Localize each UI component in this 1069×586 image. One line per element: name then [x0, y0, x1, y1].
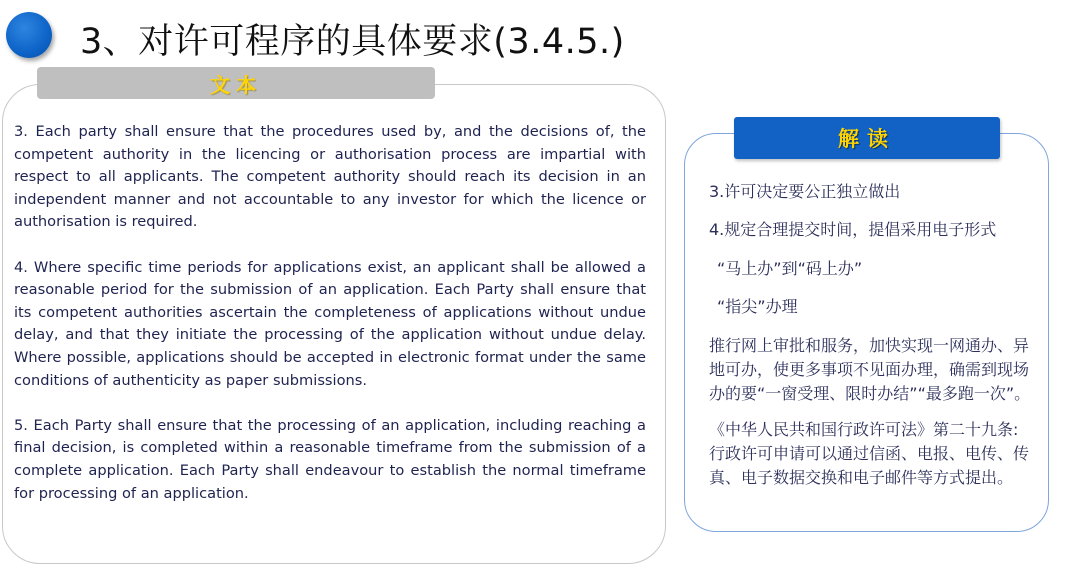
paragraph-5: 5. Each Party shall ensure that the processing of an application, including reaching a final decision, is completed within a reasonable timeframe from the submission of a complete application. Each Party shall endeavour to establish the normal timeframe for processing of an application. [14, 416, 646, 502]
interpretation-item: 4.规定合理提交时间，提倡采用电子形式 [709, 220, 997, 239]
interpretation-item: 推行网上审批和服务，加快实现一网通办、异地可办，使更多事项不见面办理，确需到现场办的要“一窗受理、限时办结”“最多跑一次”。 [709, 336, 1031, 403]
paragraph-3: 3. Each party shall ensure that the procedures used by, and the decisions of, the competent authority in the licencing or authorisation process are impartial with respect to all applicants. The competent authority should reach its decision in an independent manner and not accountable to any investor for which the licence or authorisation is required. [14, 123, 646, 231]
interpretation-item: 3.许可决定要公正独立做出 [709, 182, 901, 201]
paragraph-4: 4. Where specific time periods for applications exist, an applicant shall be allowed a reasonable period for the submission of an application. Each Party shall ensure that its competent authorities ascertain the completeness of applications without undue delay, and that they initiate the processing of the application without undue delay. Where possible, applications should be accepted in electronic format under the same conditions of authenticity as paper submissions. [14, 258, 646, 389]
text-panel-tab-label: 文本 [210, 72, 262, 97]
interpretation-item: 《中华人民共和国行政许可法》第二十九条: 行政许可申请可以通过信函、电报、电传、传真、电子数据交换和电子邮件等方式提出。 [709, 420, 1030, 487]
interpretation-panel-tab [734, 117, 1000, 159]
interpretation-item: “指尖”办理 [717, 297, 798, 316]
page-title: 3、对许可程序的具体要求(3.4.5.) [80, 22, 625, 62]
interpretation-item: “马上办”到“码上办” [717, 259, 863, 278]
interpretation-panel-tab-label: 解读 [838, 127, 896, 151]
interpretation-panel-body [709, 180, 1035, 490]
title-bullet-icon [6, 12, 52, 58]
text-panel-body [14, 121, 646, 528]
text-panel-tab [37, 67, 435, 99]
